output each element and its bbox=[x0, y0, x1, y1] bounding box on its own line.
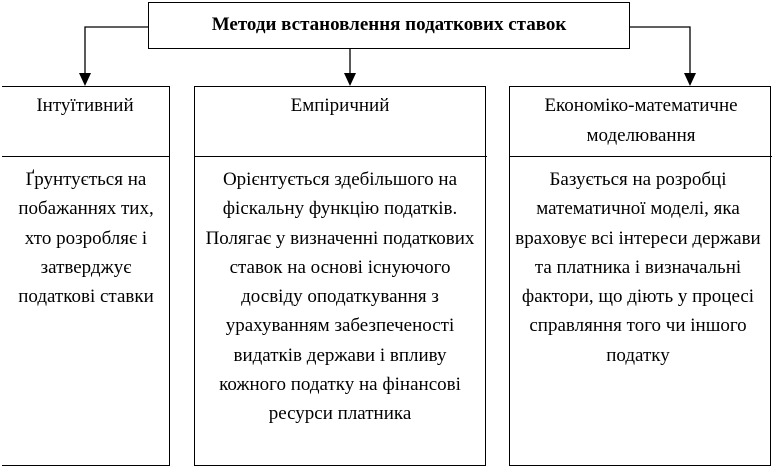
column-empirical-heading: Емпіричний bbox=[290, 95, 390, 116]
column-intuitive bbox=[2, 86, 170, 466]
connector-left bbox=[85, 27, 148, 80]
column-empirical-description: Орієнтується здебільшого на фіскальну функцію податків. Полягає у визначенні податкових ставок на основі існуючого досвіду оподаткування з урахуванням забезпеченості видатків держави і впливу кожного податку на фінансові ресурси платника bbox=[205, 169, 475, 425]
arrow-left-icon bbox=[79, 73, 91, 86]
column-economic-math-modeling-description: Базується на розробці математичної моделі, яка враховує всі інтереси держави та платника і визначальні фактори, що діють у процесі справляння того чи іншого податку bbox=[515, 169, 761, 366]
arrow-right-icon bbox=[684, 73, 696, 86]
column-economic-math-modeling bbox=[509, 86, 771, 466]
column-intuitive-heading: Інтуїтивний bbox=[36, 95, 134, 116]
arrow-middle-icon bbox=[344, 73, 356, 86]
column-intuitive-description: Ґрунтується на побажаннях тих, хто розробляє і затверджує податкові ставки bbox=[18, 169, 154, 308]
column-empirical bbox=[194, 86, 486, 466]
column-intuitive-divider bbox=[2, 156, 170, 157]
column-empirical-divider bbox=[195, 156, 487, 157]
connector-right bbox=[630, 27, 690, 80]
column-economic-math-modeling-heading: Економіко-математичне моделювання bbox=[544, 95, 738, 146]
diagram-title: Методи встановлення податкових ставок bbox=[148, 2, 630, 49]
column-economic-math-modeling-divider bbox=[510, 156, 772, 157]
